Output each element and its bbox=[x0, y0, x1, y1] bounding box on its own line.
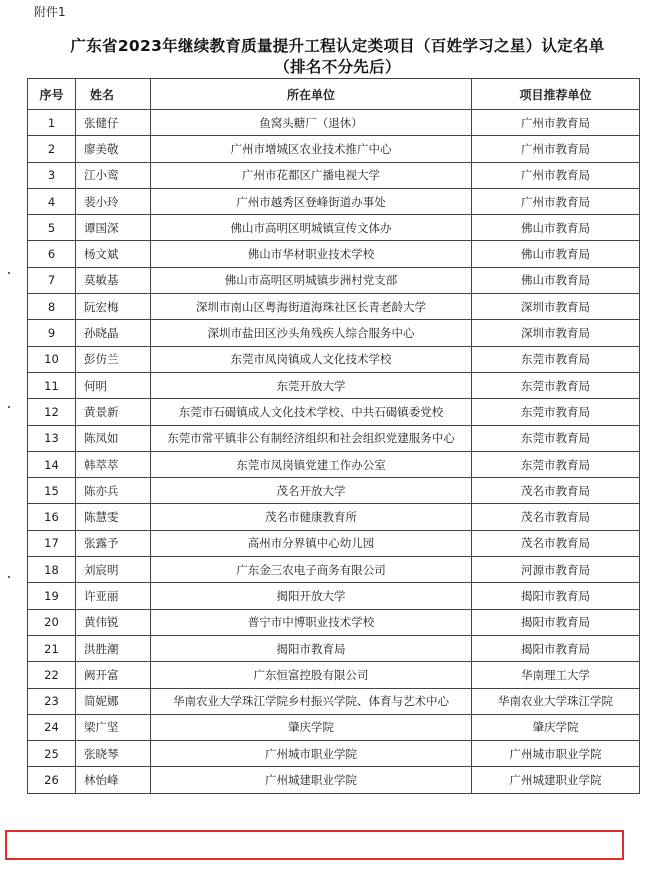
cell-unit: 揭阳市教育局 bbox=[151, 635, 472, 661]
table-row bbox=[28, 741, 640, 767]
cell-recommender: 广州市教育局 bbox=[472, 162, 640, 188]
cell-unit: 茂名开放大学 bbox=[151, 478, 472, 504]
table-header-row bbox=[28, 79, 640, 110]
cell-seq: 20 bbox=[28, 609, 76, 635]
cell-unit: 广州城建职业学院 bbox=[151, 767, 472, 793]
cell-seq: 4 bbox=[28, 188, 76, 214]
table-row bbox=[28, 241, 640, 267]
cell-name: 彭仿兰 bbox=[76, 346, 151, 372]
cell-name: 裴小玲 bbox=[76, 188, 151, 214]
cell-name: 阮宏梅 bbox=[76, 294, 151, 320]
cell-unit: 东莞市凤岗镇成人文化技术学校 bbox=[151, 346, 472, 372]
cell-recommender: 佛山市教育局 bbox=[472, 215, 640, 241]
table-row bbox=[28, 136, 640, 162]
table-row bbox=[28, 110, 640, 136]
table-row bbox=[28, 662, 640, 688]
cell-recommender: 揭阳市教育局 bbox=[472, 583, 640, 609]
award-list-table bbox=[27, 78, 640, 794]
table-row bbox=[28, 530, 640, 556]
cell-recommender: 华南农业大学珠江学院 bbox=[472, 688, 640, 714]
table-row bbox=[28, 451, 640, 477]
cell-seq: 3 bbox=[28, 162, 76, 188]
cell-name: 黄伟锐 bbox=[76, 609, 151, 635]
cell-unit: 佛山市高明区明城镇步洲村党支部 bbox=[151, 267, 472, 293]
cell-name: 张露予 bbox=[76, 530, 151, 556]
cell-seq: 16 bbox=[28, 504, 76, 530]
header-seq: 序号 bbox=[28, 79, 76, 110]
table-row bbox=[28, 320, 640, 346]
table-row bbox=[28, 767, 640, 793]
cell-unit: 普宁市中博职业技术学校 bbox=[151, 609, 472, 635]
cell-seq: 6 bbox=[28, 241, 76, 267]
attachment-label: 附件1 bbox=[34, 5, 66, 19]
cell-name: 张健仔 bbox=[76, 110, 151, 136]
header-recommender: 项目推荐单位 bbox=[472, 79, 640, 110]
cell-seq: 18 bbox=[28, 557, 76, 583]
scan-speck bbox=[8, 576, 10, 578]
cell-unit: 华南农业大学珠江学院乡村振兴学院、体育与艺术中心 bbox=[151, 688, 472, 714]
cell-name: 简妮娜 bbox=[76, 688, 151, 714]
cell-seq: 21 bbox=[28, 635, 76, 661]
cell-unit: 东莞市常平镇非公有制经济组织和社会组织党建服务中心 bbox=[151, 425, 472, 451]
cell-name: 廖美敬 bbox=[76, 136, 151, 162]
cell-recommender: 东莞市教育局 bbox=[472, 372, 640, 398]
cell-unit: 深圳市盐田区沙头角残疾人综合服务中心 bbox=[151, 320, 472, 346]
cell-name: 陈亦兵 bbox=[76, 478, 151, 504]
cell-name: 刘宸明 bbox=[76, 557, 151, 583]
cell-seq: 12 bbox=[28, 399, 76, 425]
cell-recommender: 揭阳市教育局 bbox=[472, 635, 640, 661]
cell-recommender: 广州城市职业学院 bbox=[472, 741, 640, 767]
cell-seq: 23 bbox=[28, 688, 76, 714]
cell-seq: 13 bbox=[28, 425, 76, 451]
table-row bbox=[28, 399, 640, 425]
cell-recommender: 广州市教育局 bbox=[472, 110, 640, 136]
cell-unit: 广州市越秀区登峰街道办事处 bbox=[151, 188, 472, 214]
cell-unit: 东莞市石碣镇成人文化技术学校、中共石碣镇委党校 bbox=[151, 399, 472, 425]
cell-seq: 19 bbox=[28, 583, 76, 609]
cell-seq: 2 bbox=[28, 136, 76, 162]
cell-unit: 揭阳开放大学 bbox=[151, 583, 472, 609]
cell-name: 孙晓晶 bbox=[76, 320, 151, 346]
cell-seq: 10 bbox=[28, 346, 76, 372]
table-row bbox=[28, 688, 640, 714]
cell-name: 张晓琴 bbox=[76, 741, 151, 767]
cell-name: 莫敏基 bbox=[76, 267, 151, 293]
cell-unit: 茂名市健康教育所 bbox=[151, 504, 472, 530]
highlight-box bbox=[5, 830, 624, 860]
cell-seq: 1 bbox=[28, 110, 76, 136]
cell-recommender: 广州城建职业学院 bbox=[472, 767, 640, 793]
cell-seq: 8 bbox=[28, 294, 76, 320]
cell-unit: 深圳市南山区粤海街道海珠社区长青老龄大学 bbox=[151, 294, 472, 320]
scan-speck bbox=[8, 272, 10, 274]
cell-unit: 广东金三农电子商务有限公司 bbox=[151, 557, 472, 583]
cell-name: 梁广坚 bbox=[76, 714, 151, 740]
cell-seq: 17 bbox=[28, 530, 76, 556]
document-title: 广东省2023年继续教育质量提升工程认定类项目（百姓学习之星）认定名单 bbox=[70, 37, 605, 55]
cell-recommender: 东莞市教育局 bbox=[472, 451, 640, 477]
cell-recommender: 深圳市教育局 bbox=[472, 294, 640, 320]
cell-seq: 14 bbox=[28, 451, 76, 477]
cell-unit: 佛山市高明区明城镇宣传文体办 bbox=[151, 215, 472, 241]
cell-recommender: 河源市教育局 bbox=[472, 557, 640, 583]
table-row bbox=[28, 162, 640, 188]
cell-unit: 高州市分界镇中心幼儿园 bbox=[151, 530, 472, 556]
cell-unit: 东莞开放大学 bbox=[151, 372, 472, 398]
header-name: 姓名 bbox=[76, 79, 151, 110]
scan-speck bbox=[8, 406, 10, 408]
cell-name: 江小鸾 bbox=[76, 162, 151, 188]
table-row bbox=[28, 188, 640, 214]
table-row bbox=[28, 504, 640, 530]
cell-name: 林怡峰 bbox=[76, 767, 151, 793]
cell-unit: 东莞市凤岗镇党建工作办公室 bbox=[151, 451, 472, 477]
cell-recommender: 佛山市教育局 bbox=[472, 267, 640, 293]
cell-unit: 广东恒富控股有限公司 bbox=[151, 662, 472, 688]
table-row bbox=[28, 583, 640, 609]
cell-name: 谭国深 bbox=[76, 215, 151, 241]
cell-name: 杨文斌 bbox=[76, 241, 151, 267]
cell-unit: 鱼窝头糖厂（退休） bbox=[151, 110, 472, 136]
cell-recommender: 茂名市教育局 bbox=[472, 504, 640, 530]
cell-seq: 26 bbox=[28, 767, 76, 793]
cell-unit: 广州市花都区广播电视大学 bbox=[151, 162, 472, 188]
table-row bbox=[28, 609, 640, 635]
cell-recommender: 东莞市教育局 bbox=[472, 425, 640, 451]
cell-name: 陈凤如 bbox=[76, 425, 151, 451]
cell-unit: 广州城市职业学院 bbox=[151, 741, 472, 767]
cell-recommender: 佛山市教育局 bbox=[472, 241, 640, 267]
cell-name: 许亚丽 bbox=[76, 583, 151, 609]
table-row bbox=[28, 346, 640, 372]
table-row bbox=[28, 267, 640, 293]
cell-seq: 7 bbox=[28, 267, 76, 293]
cell-recommender: 茂名市教育局 bbox=[472, 530, 640, 556]
cell-name: 黄景新 bbox=[76, 399, 151, 425]
cell-recommender: 东莞市教育局 bbox=[472, 346, 640, 372]
cell-seq: 9 bbox=[28, 320, 76, 346]
cell-name: 陈慧雯 bbox=[76, 504, 151, 530]
header-unit: 所在单位 bbox=[151, 79, 472, 110]
table-row bbox=[28, 372, 640, 398]
table-row bbox=[28, 294, 640, 320]
table-row bbox=[28, 425, 640, 451]
cell-seq: 11 bbox=[28, 372, 76, 398]
cell-name: 何明 bbox=[76, 372, 151, 398]
cell-seq: 22 bbox=[28, 662, 76, 688]
cell-name: 洪胜潮 bbox=[76, 635, 151, 661]
table-row bbox=[28, 714, 640, 740]
cell-unit: 佛山市华材职业技术学校 bbox=[151, 241, 472, 267]
table-row bbox=[28, 635, 640, 661]
cell-recommender: 东莞市教育局 bbox=[472, 399, 640, 425]
cell-recommender: 广州市教育局 bbox=[472, 136, 640, 162]
cell-seq: 25 bbox=[28, 741, 76, 767]
cell-recommender: 肇庆学院 bbox=[472, 714, 640, 740]
document-subtitle: （排名不分先后） bbox=[274, 58, 401, 76]
cell-recommender: 华南理工大学 bbox=[472, 662, 640, 688]
table-row bbox=[28, 478, 640, 504]
cell-name: 阙开富 bbox=[76, 662, 151, 688]
cell-recommender: 茂名市教育局 bbox=[472, 478, 640, 504]
cell-recommender: 深圳市教育局 bbox=[472, 320, 640, 346]
table-row bbox=[28, 215, 640, 241]
cell-unit: 肇庆学院 bbox=[151, 714, 472, 740]
cell-seq: 15 bbox=[28, 478, 76, 504]
cell-name: 韩萃萃 bbox=[76, 451, 151, 477]
cell-seq: 5 bbox=[28, 215, 76, 241]
cell-recommender: 揭阳市教育局 bbox=[472, 609, 640, 635]
cell-recommender: 广州市教育局 bbox=[472, 188, 640, 214]
cell-seq: 24 bbox=[28, 714, 76, 740]
table-row bbox=[28, 557, 640, 583]
cell-unit: 广州市增城区农业技术推广中心 bbox=[151, 136, 472, 162]
